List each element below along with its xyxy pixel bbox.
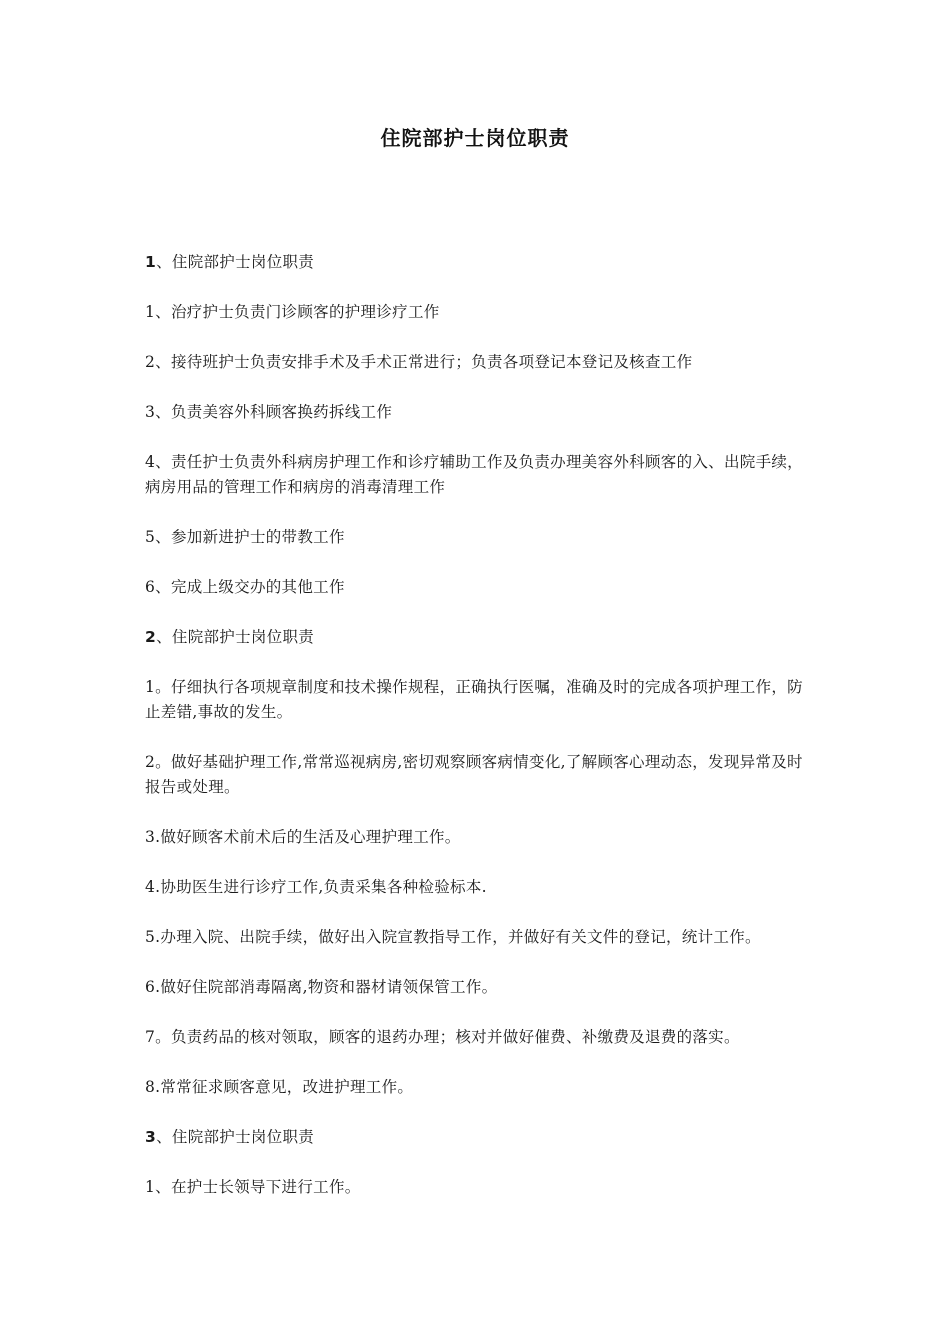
section-heading-text: 、住院部护士岗位职责 [156, 1128, 315, 1146]
section-2 [145, 625, 810, 1100]
section-heading [145, 250, 810, 275]
list-item: 3、负责美容外科顾客换药拆线工作 [145, 403, 393, 421]
list-item: 1、治疗护士负责门诊顾客的护理诊疗工作 [145, 303, 440, 321]
list-item: 1。仔细执行各项规章制度和技术操作规程，正确执行医嘱，准确及时的完成各项护理工作，防止差错,事故的发生。 [145, 678, 803, 721]
list-item: 3.做好顾客术前术后的生活及心理护理工作。 [145, 828, 461, 846]
list-item: 4、责任护士负责外科病房护理工作和诊疗辅助工作及负责办理美容外科顾客的入、出院手续，病房用品的管理工作和病房的消毒清理工作 [145, 453, 803, 496]
list-item: 1、在护士长领导下进行工作。 [145, 1178, 361, 1196]
section-number: 1 [145, 253, 157, 271]
document-title: 住院部护士岗位职责 [380, 126, 570, 150]
list-item: 4.协助医生进行诊疗工作,负责采集各种检验标本. [145, 878, 487, 896]
list-item: 5、参加新进护士的带教工作 [145, 528, 345, 546]
list-item: 2、接待班护士负责安排手术及手术正常进行；负责各项登记本登记及核查工作 [145, 353, 693, 371]
list-item: 5.办理入院、出院手续，做好出入院宣教指导工作，并做好有关文件的登记，统计工作。 [145, 928, 761, 946]
document-body [145, 250, 810, 1225]
list-item: 6.做好住院部消毒隔离,物资和器材请领保管工作。 [145, 978, 498, 996]
list-item: 8.常常征求顾客意见，改进护理工作。 [145, 1078, 414, 1096]
list-item: 2。做好基础护理工作,常常巡视病房,密切观察顾客病情变化,了解顾客心理动态，发现异常及时报告或处理。 [145, 753, 803, 796]
section-number: 2 [145, 628, 157, 646]
section-1 [145, 250, 810, 600]
section-heading-text: 、住院部护士岗位职责 [156, 628, 315, 646]
section-3 [145, 1125, 810, 1200]
section-number: 3 [145, 1128, 157, 1146]
list-item: 7。负责药品的核对领取，顾客的退药办理；核对并做好催费、补缴费及退费的落实。 [145, 1028, 740, 1046]
section-heading [145, 1125, 810, 1150]
section-heading [145, 625, 810, 650]
section-heading-text: 、住院部护士岗位职责 [156, 253, 315, 271]
list-item: 6、完成上级交办的其他工作 [145, 578, 345, 596]
